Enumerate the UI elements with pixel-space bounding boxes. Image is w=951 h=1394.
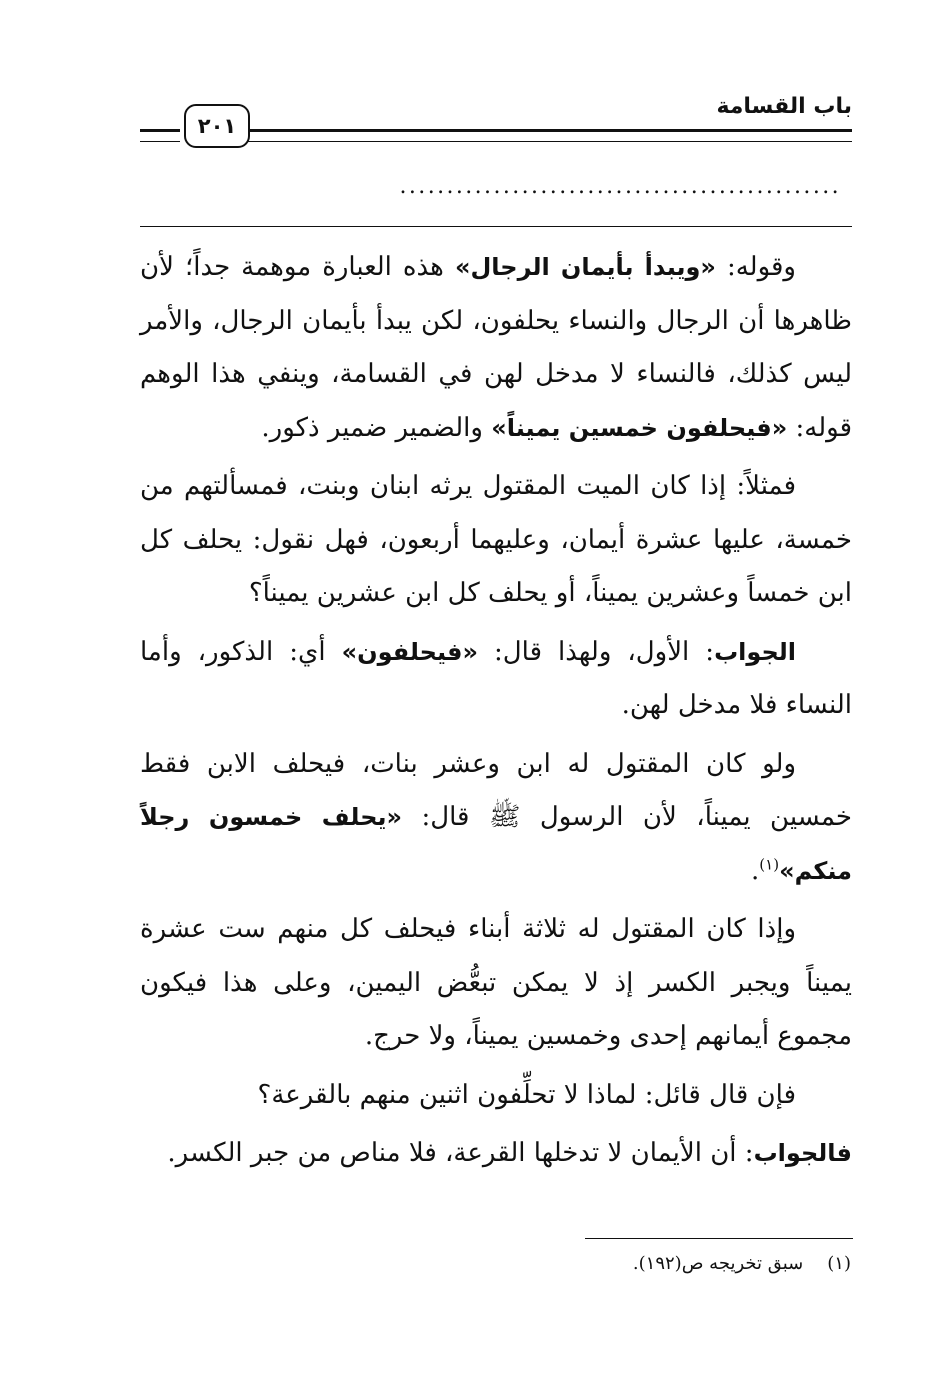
footnote-reference: (١) [759, 854, 780, 873]
bold-quote: «فيحلفون» [341, 637, 478, 666]
paragraph [140, 241, 852, 455]
paragraph [140, 460, 852, 621]
text-segment: فمثلاً: إذا كان الميت المقتول يرثه ابنان وبنت، فمسألتهم من خمسة، عليها عشرة أيمان، وعليهما أربعون، فهل نقول: يحلف كل ابن خمساً وعشرين يميناً، أو يحلف كل ابن عشرين يميناً؟ [140, 471, 852, 608]
page-header [140, 82, 852, 152]
text-segment: وقوله: [715, 252, 796, 282]
bold-quote: «ويبدأ بأيمان الرجال» [454, 253, 716, 281]
paragraph [140, 1069, 852, 1123]
header-double-rule-left [140, 129, 180, 142]
chapter-title: باب القسامة [716, 94, 852, 119]
text-segment: : أن الأيمان لا تدخلها القرعة، فلا مناص من جبر الكسر. [167, 1138, 754, 1168]
bold-quote: «فيحلفون خمسين يميناً» [491, 413, 788, 442]
text-segment: ولو كان المقتول له ابن وعشر بنات، فيحلف الابن فقط خمسين يميناً، لأن الرسول ﷺ قال: [140, 748, 852, 832]
footnote [151, 1249, 851, 1279]
footnote-rule [585, 1238, 853, 1239]
header-double-rule [248, 129, 852, 142]
text-segment: : الأول، ولهذا قال: [478, 636, 715, 667]
separator-rule [140, 226, 852, 227]
text-segment: وإذا كان المقتول له ثلاثة أبناء فيحلف كل منهم ست عشرة يميناً ويجبر الكسر إذ لا يمكن تبعُّض اليمين، وعلى هذا فيكون مجموع أيمانهم إحدى وخمسين يميناً، ولا حرج. [140, 914, 852, 1051]
footnote-number: (١) [827, 1253, 851, 1274]
text-segment: فإن قال قائل: لماذا لا تحلِّفون اثنين منهم بالقرعة؟ [257, 1079, 796, 1110]
text-segment: هذه العبارة موهمة جداً؛ لأن ظاهرها أن الرجال والنساء يحلفون، لكن يبدأ بأيمان الرجال، والأمر ليس كذلك، فالنساء لا مدخل لهن في القسامة، وينفي هذا الوهم قوله: [140, 252, 852, 443]
paragraph [140, 903, 852, 1064]
main-text [140, 241, 852, 1186]
bold-quote: فالجواب [753, 1139, 852, 1167]
page-number: ٢٠١ [184, 104, 250, 148]
bold-quote: «يحلف خمسون رجلاً منكم» [140, 803, 852, 885]
footnote-text: سبق تخريجه ص(١٩٢). [632, 1253, 804, 1274]
bold-quote: الجواب [714, 637, 796, 666]
text-segment: والضمير ضمير ذكور. [261, 412, 492, 443]
paragraph [140, 1127, 852, 1181]
dotted-separator: ............................................... [399, 174, 841, 199]
paragraph [140, 626, 852, 733]
text-segment: أي: الذكور، وأما النساء فلا مدخل لهن. [140, 636, 852, 720]
text-segment: . [751, 855, 760, 886]
paragraph [140, 738, 852, 899]
